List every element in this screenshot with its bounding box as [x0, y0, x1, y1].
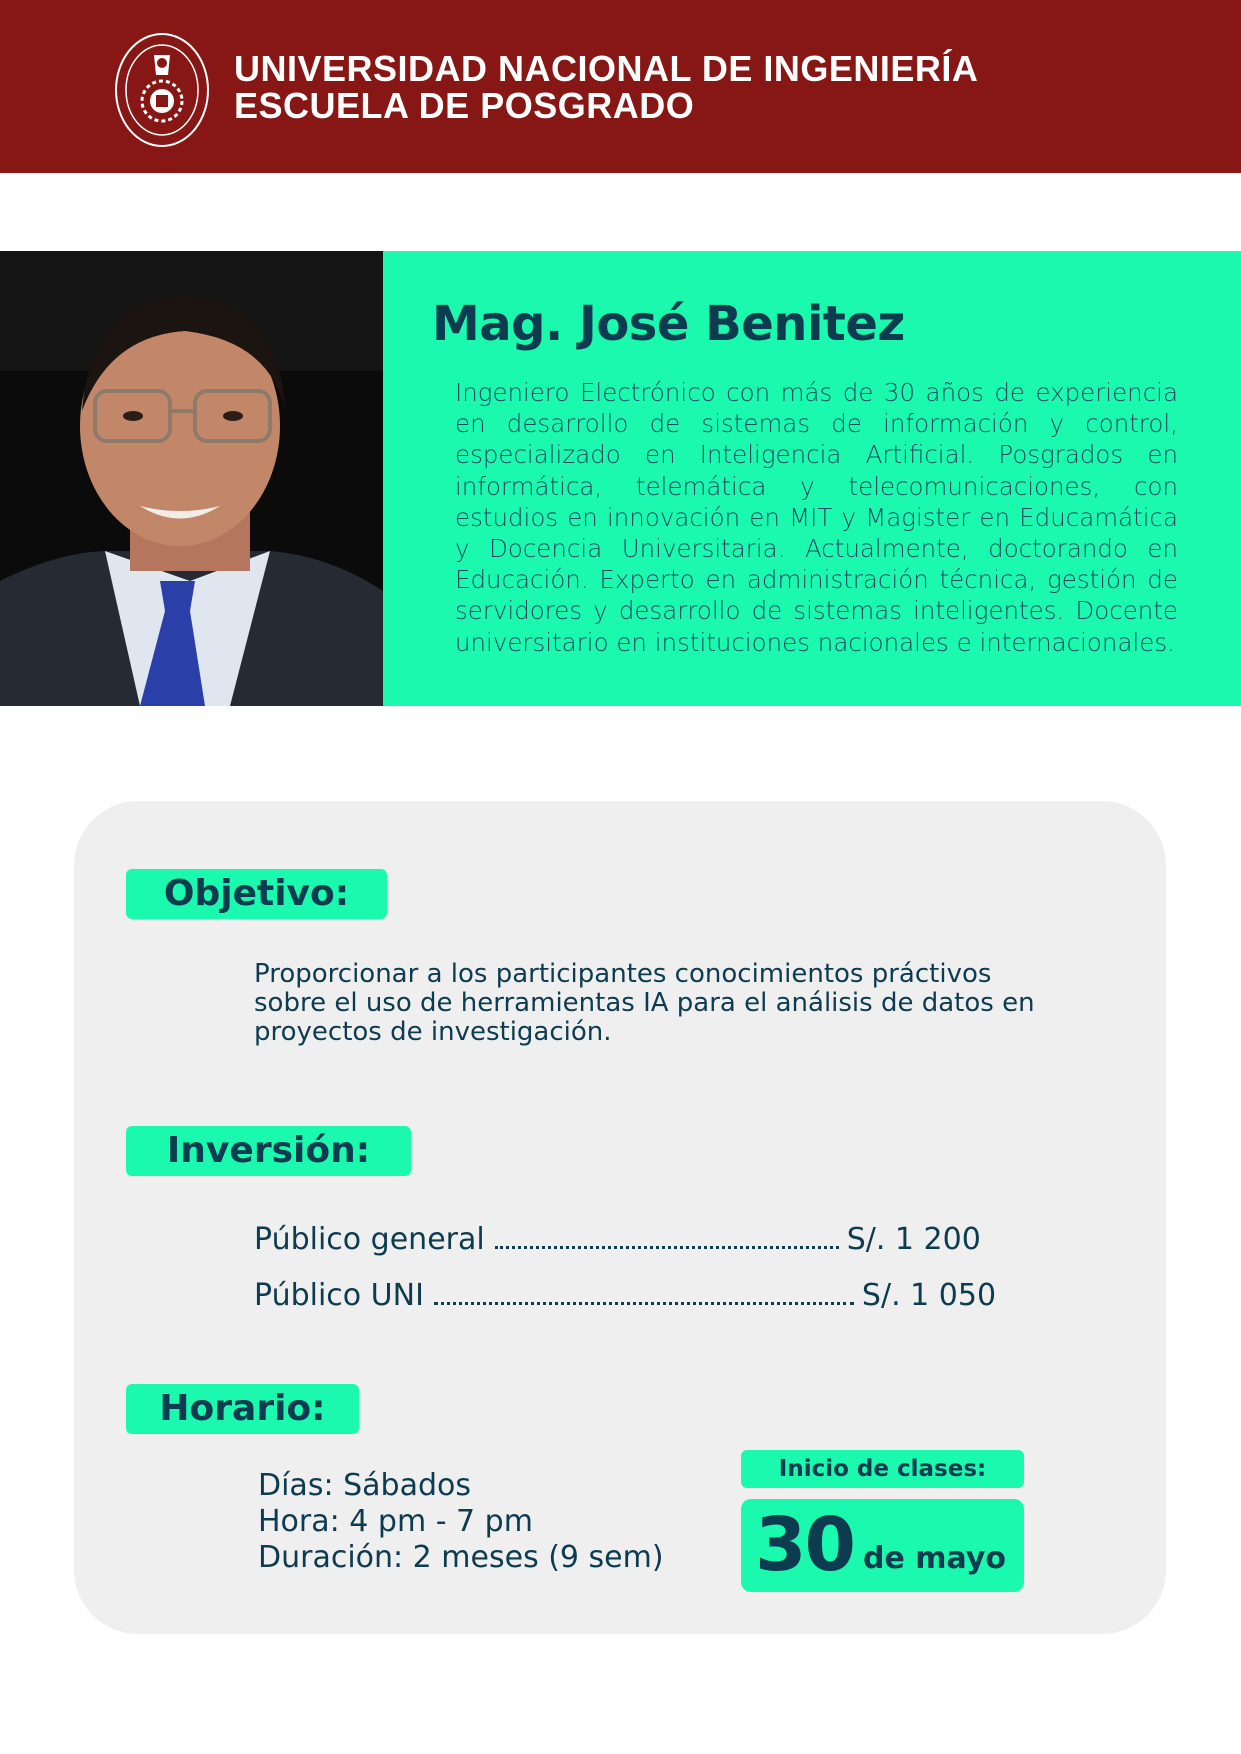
instructor-photo	[0, 251, 383, 706]
start-day: 30	[755, 1502, 854, 1588]
header-banner	[0, 0, 1241, 173]
price-value: S/. 1 200	[846, 1222, 981, 1257]
schedule-hours: Hora: 4 pm - 7 pm	[258, 1504, 533, 1539]
dot-leader	[434, 1292, 854, 1305]
university-name: UNIVERSIDAD NACIONAL DE INGENIERÍA	[234, 48, 979, 89]
start-month: de mayo	[863, 1541, 1007, 1576]
horario-tag: Horario:	[126, 1384, 359, 1434]
price-label: Público general	[254, 1222, 485, 1257]
dot-leader	[495, 1236, 839, 1249]
objetivo-text: Proporcionar a los participantes conocimientos práctivos sobre el uso de herramientas IA para el análisis de datos en proyectos de investigación.	[254, 959, 1035, 1047]
start-date-label: Inicio de clases:	[741, 1450, 1024, 1488]
price-label: Público UNI	[254, 1278, 424, 1313]
start-date-box	[741, 1499, 1024, 1592]
schedule-duration: Duración: 2 meses (9 sem)	[258, 1540, 664, 1575]
instructor-profile	[383, 251, 1241, 706]
instructor-name: Mag. José Benitez	[432, 296, 905, 352]
university-seal-icon	[114, 33, 210, 148]
price-value: S/. 1 050	[861, 1278, 997, 1313]
price-row-general	[254, 1222, 981, 1257]
university-title	[234, 50, 978, 124]
schedule-days: Días: Sábados	[258, 1468, 471, 1503]
price-row-uni	[254, 1278, 996, 1313]
schedule-details	[258, 1468, 664, 1576]
objetivo-tag: Objetivo:	[126, 869, 387, 919]
portrait-image	[0, 251, 383, 706]
inversion-tag: Inversión:	[126, 1126, 411, 1176]
instructor-bio: Ingeniero Electrónico con más de 30 años de experiencia en desarrollo de sistemas de información y control, especializado en Inteligencia Artificial. Posgrados en informática, telemática y telecomunicaciones, con estudios en innovación en MIT y Magister en Educamática y Docencia Universitaria. Actualmente, doctorando en Educación. Experto en administración técnica, gestión de servidores y desarrollo de sistemas inteligentes. Docente universitario en instituciones nacionales e internacionales.	[455, 378, 1178, 657]
school-name: ESCUELA DE POSGRADO	[234, 85, 695, 126]
